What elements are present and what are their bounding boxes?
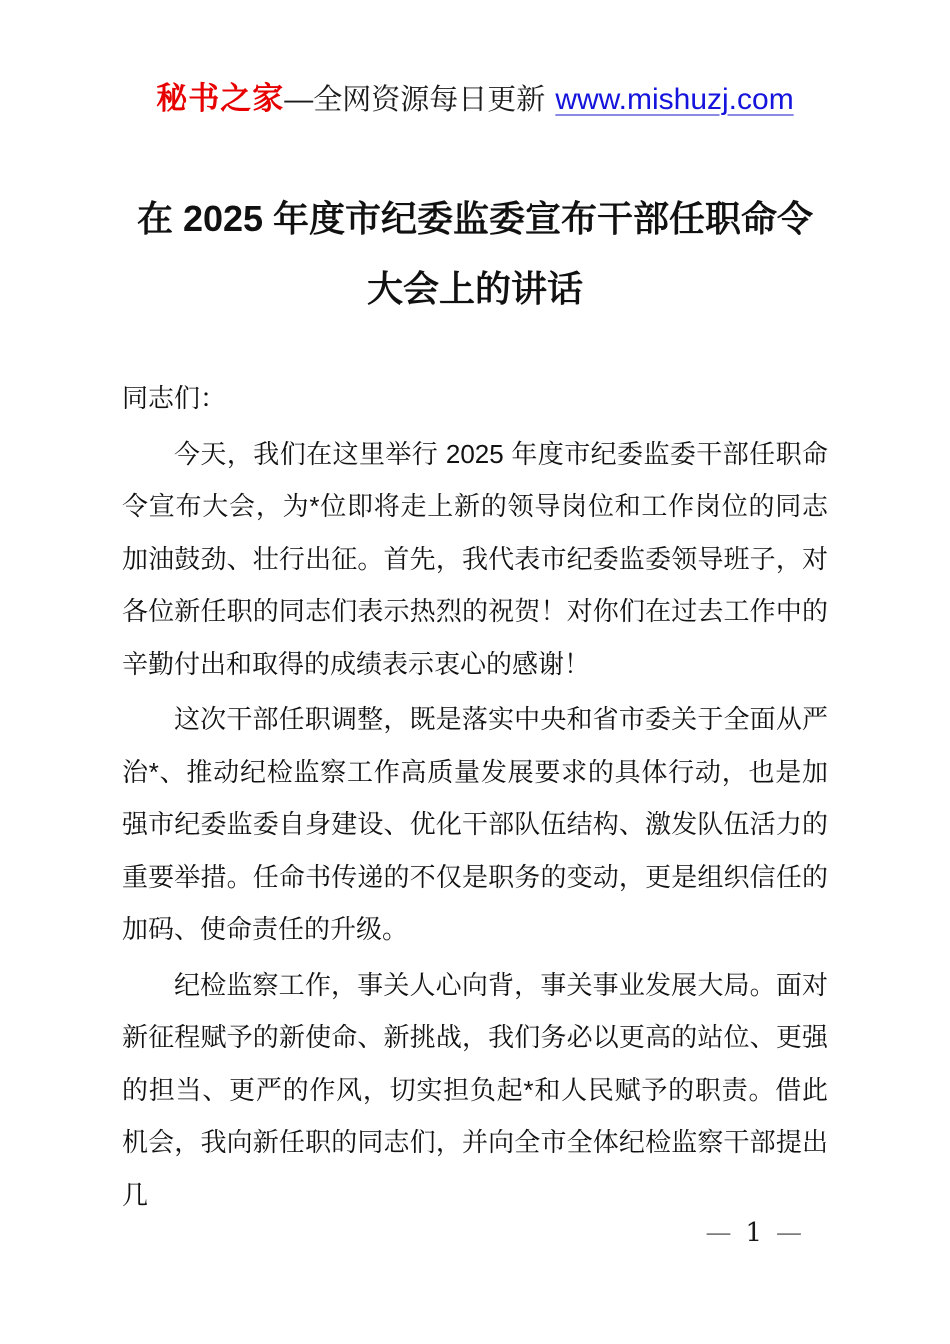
body-paragraph-3: 纪检监察工作，事关人心向背，事关事业发展大局。面对新征程赋予的新使命、新挑战，我们务必以更高的站位、更强的担当、更严的作风，切实担负起*和人民赋予的职责。借此机会，我向新任职的同志们，并向全市全体纪检监察干部提出几: [122, 969, 828, 1210]
site-brand: 秘书之家: [156, 81, 285, 116]
site-header: [0, 0, 950, 124]
document-title-line-1: 在 2025 年度市纪委监委宣布干部任职命令: [136, 198, 814, 239]
site-url-link[interactable]: www.mishuzj.com: [555, 83, 794, 116]
site-tagline: —全网资源每日更新: [284, 84, 546, 116]
page-number-dash-left: —: [705, 1218, 732, 1248]
document-title: [0, 184, 950, 324]
body-paragraph-2: 这次干部任职调整，既是落实中央和省市委关于全面从严治*、推动纪检监察工作高质量发展要求的具体行动，也是加强市纪委监委自身建设、优化干部队伍结构、激发队伍活力的重要举措。任命书传递的不仅是职务的变动，更是组织信任的加码、使命责任的升级。: [122, 704, 828, 944]
document-body: [122, 372, 828, 1221]
page-number-dash-right: —: [776, 1218, 802, 1248]
salutation: 同志们：: [122, 383, 227, 413]
body-paragraph-1: 今天，我们在这里举行 2025 年度市纪委监委干部任职命令宣布大会，为*位即将走上新的领导岗位和工作岗位的同志加油鼓劲、壮行出征。首先，我代表市纪委监委领导班子，对各位新任职的同志们表示热烈的祝贺！对你们在过去工作中的辛勤付出和取得的成绩表示衷心的感谢！: [122, 438, 828, 679]
page-number-value: 1: [745, 1218, 762, 1248]
document-title-line-2: 大会上的讲话: [366, 268, 583, 309]
page-number: [705, 1218, 802, 1248]
